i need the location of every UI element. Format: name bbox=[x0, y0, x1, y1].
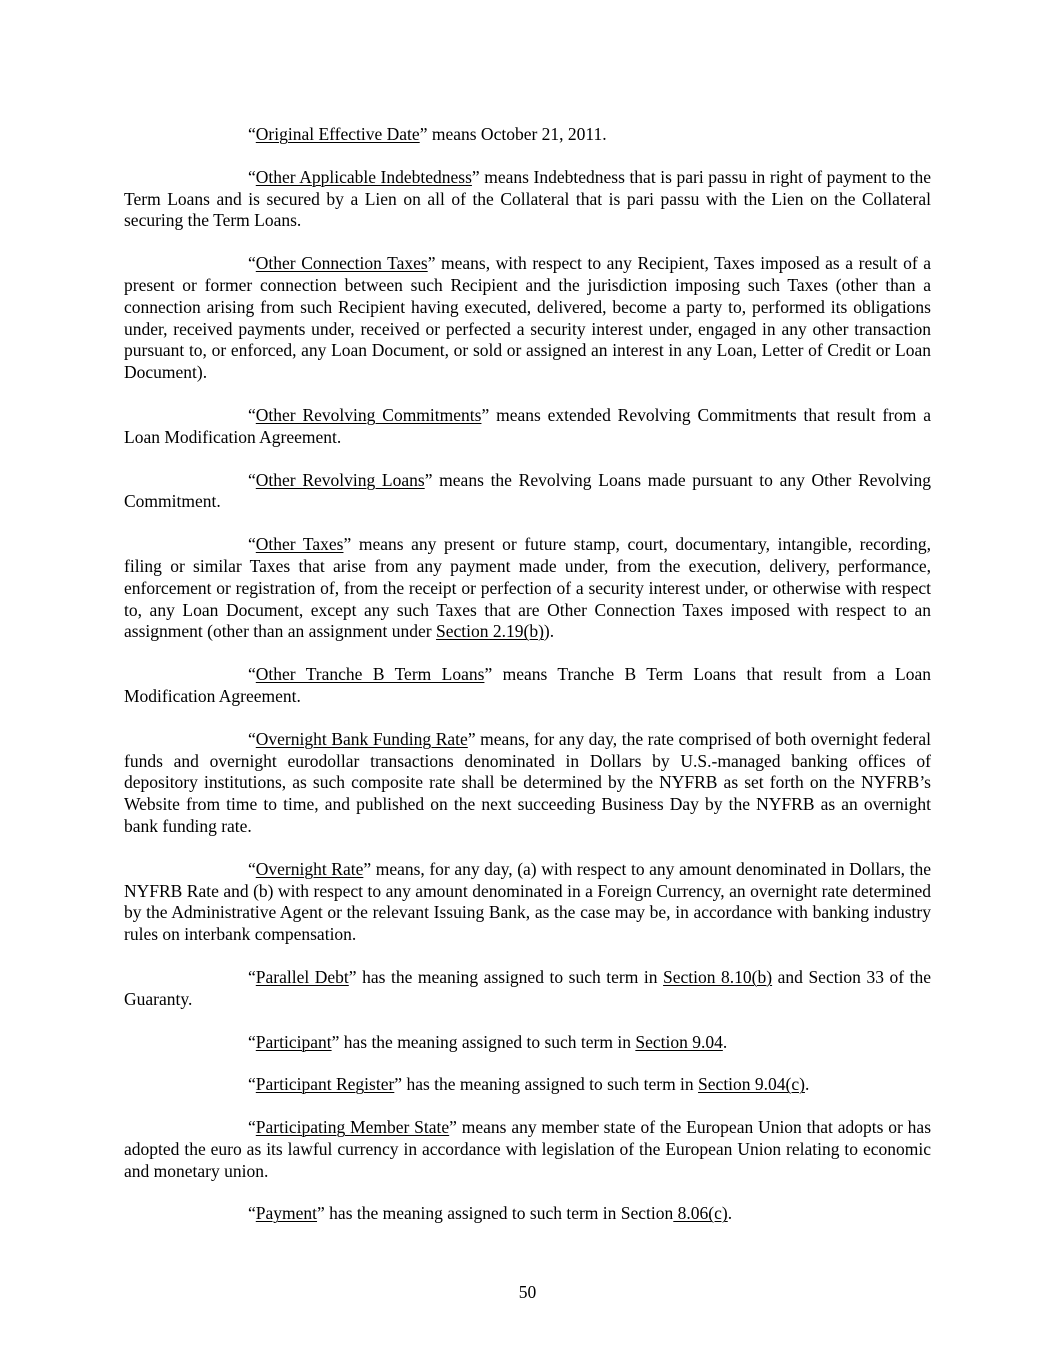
definition-text: . bbox=[727, 1203, 733, 1224]
defined-term: Other Revolving Loans bbox=[255, 469, 425, 490]
definition-text: ” means Indebtedness that is pari passu in right of payment to the Term Loans and is secured by a Lien on all of the Collateral that is pari passu with the Lien on the Collateral securing the Term Loans. bbox=[124, 166, 931, 231]
defined-term: Overnight Bank Funding Rate bbox=[255, 728, 468, 749]
definition-text: ” has the meaning assigned to such term in bbox=[394, 1074, 699, 1095]
definition-paragraph bbox=[124, 534, 931, 643]
definition-paragraph bbox=[124, 124, 931, 146]
definition-text: ” means, with respect to any Recipient, Taxes imposed as a result of a present or former connection between such Recipient and the jurisdiction imposing such Taxes (other than a connection arising from such Recipient having executed, delivered, become a party to, performed its obligations under, received payments under, received or perfected a security interest under, engaged in any other transaction pursuant to, or enforced, any Loan Document, or sold or assigned an interest in any Loan, Letter of Credit or Loan Document). bbox=[124, 253, 931, 383]
definition-text: ). bbox=[543, 621, 555, 642]
definition-text: . bbox=[722, 1031, 728, 1052]
definition-paragraph bbox=[124, 1032, 931, 1054]
definition-paragraph bbox=[124, 1203, 931, 1225]
definition-text: “ bbox=[248, 124, 256, 144]
defined-term: Other Revolving Commitments bbox=[255, 404, 482, 425]
definition-text: ” means, for any day, the rate comprised of both overnight federal funds and overnight eurodollar transactions denominated in Dollars by U.S.-managed banking offices of depository institutions, as such composite rate shall be determined by the NYFRB as set forth on the NYFRB’s Website from time to time, and published on the next succeeding Business Day by the NYFRB as an overnight bank funding rate. bbox=[124, 728, 932, 836]
definition-text: “ bbox=[248, 1117, 256, 1138]
defined-term: Other Taxes bbox=[255, 534, 344, 555]
definition-text: ” means any present or future stamp, court, documentary, intangible, recording, filing or similar Taxes that arise from any payment made under, from the execution, delivery, performance, enforcement or registration of, from the receipt or perfection of a security interest under, or otherwise with respect to, any Loan Document, except any such Taxes that are Other Connection Taxes imposed with respect to an assignment (other than an assignment under bbox=[124, 534, 932, 642]
section-reference: Section 2.19(b) bbox=[436, 621, 544, 642]
defined-term: Other Applicable Indebtedness bbox=[255, 166, 472, 187]
definition-text: “ bbox=[248, 858, 256, 879]
definition-text: ” means the Revolving Loans made pursuant to any Other Revolving Commitment. bbox=[124, 469, 931, 512]
section-reference: Section 8.10(b) bbox=[663, 966, 773, 987]
definition-text: “ bbox=[248, 166, 256, 187]
section-reference: Section 9.04(c) bbox=[698, 1074, 805, 1095]
definition-text: . bbox=[804, 1074, 810, 1095]
definition-paragraph bbox=[124, 1074, 931, 1096]
defined-term: Parallel Debt bbox=[255, 966, 349, 987]
definition-text: ” has the meaning assigned to such term in bbox=[331, 1031, 636, 1052]
defined-term: Original Effective Date bbox=[255, 124, 420, 144]
defined-term: Participant bbox=[255, 1031, 332, 1052]
definition-paragraph bbox=[124, 1117, 931, 1182]
definition-paragraph bbox=[124, 167, 931, 232]
definition-text: “ bbox=[248, 1203, 256, 1224]
definition-paragraph bbox=[124, 405, 931, 449]
page-number: 50 bbox=[518, 1282, 537, 1302]
definition-text: “ bbox=[248, 469, 256, 490]
definition-text: “ bbox=[248, 534, 256, 555]
definition-text: “ bbox=[248, 253, 256, 274]
definition-text: “ bbox=[248, 664, 256, 685]
definition-text: “ bbox=[248, 728, 256, 749]
section-reference: 8.06(c) bbox=[673, 1203, 728, 1224]
document-page bbox=[124, 124, 931, 1246]
section-reference: Section 9.04 bbox=[635, 1031, 723, 1052]
definition-paragraph bbox=[124, 967, 931, 1011]
definition-text: ” means extended Revolving Commitments that result from a Loan Modification Agreement. bbox=[124, 404, 931, 447]
definition-text: ” means October 21, 2011. bbox=[419, 124, 607, 144]
defined-term: Participating Member State bbox=[255, 1117, 450, 1138]
definition-text: ” has the meaning assigned to such term in Section bbox=[317, 1203, 674, 1224]
definition-paragraph bbox=[124, 253, 931, 384]
definition-text: ” means Tranche B Term Loans that result from a Loan Modification Agreement. bbox=[124, 664, 932, 706]
definition-paragraph bbox=[124, 729, 931, 838]
defined-term: Payment bbox=[255, 1203, 318, 1224]
definition-text: ” has the meaning assigned to such term in bbox=[348, 966, 664, 987]
definition-text: “ bbox=[248, 966, 256, 987]
defined-term: Other Tranche B Term Loans bbox=[255, 664, 485, 685]
defined-term: Participant Register bbox=[255, 1074, 395, 1095]
definition-paragraph bbox=[124, 859, 931, 946]
defined-term: Overnight Rate bbox=[255, 858, 364, 879]
defined-term: Other Connection Taxes bbox=[255, 253, 428, 274]
definition-paragraph bbox=[124, 470, 931, 514]
definition-text: “ bbox=[248, 404, 256, 425]
definition-text: ” means any member state of the European Union that adopts or has adopted the euro as its lawful currency in accordance with legislation of the European Union relating to economic and monetary union. bbox=[124, 1117, 931, 1181]
definition-paragraph bbox=[124, 664, 931, 708]
definition-text: and Section 33 of the Guaranty. bbox=[124, 966, 932, 1009]
definition-text: “ bbox=[248, 1074, 256, 1095]
definition-text: “ bbox=[248, 1031, 256, 1052]
definition-text: ” means, for any day, (a) with respect to any amount denominated in Dollars, the NYFRB Rate and (b) with respect to any amount denominated in a Foreign Currency, an overnight rate determined by the Administrative Agent or the relevant Issuing Bank, as the case may be, in accordance with banking industry rules on interbank compensation. bbox=[124, 858, 931, 945]
